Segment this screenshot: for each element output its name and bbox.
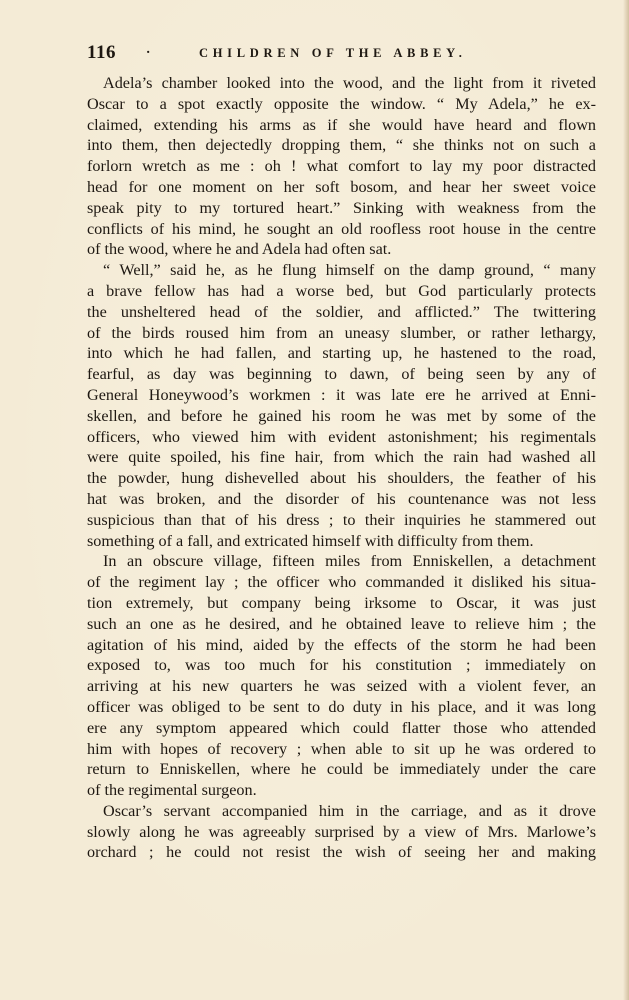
text-line: return to Enniskellen, where he could be immediately under the care <box>87 760 596 779</box>
text-line: the powder, hung dishevelled about his shoulders, the feather of his <box>87 469 596 488</box>
text-line: head for one moment on her soft bosom, and hear her sweet voice <box>87 177 596 196</box>
text-line: Adela’s chamber looked into the wood, and the light from it riveted <box>103 74 596 92</box>
page-edge-shadow <box>623 0 629 1000</box>
page-number: 116 <box>87 42 116 63</box>
text-line: Oscar’s servant accompanied him in the carriage, and as it drove <box>103 801 596 820</box>
text-line: were quite spoiled, his fine hair, from which the rain had washed all <box>87 448 596 467</box>
text-line: In an obscure village, fifteen miles from Enniskellen, a detachment <box>103 552 596 571</box>
text-line: a brave fellow has had a worse bed, but God particularly protects <box>87 281 596 300</box>
text-line: into which he had fallen, and starting up, he hastened to the road, <box>87 344 596 363</box>
text-line: him with hopes of recovery ; when able to sit up he was ordered to <box>87 739 596 758</box>
text-line: slowly along he was agreeably surprised by a view of Mrs. Marlowe’s <box>87 822 596 841</box>
text-line: something of a fall, and extricated himself with difficulty from them. <box>87 531 534 550</box>
text-line: into them, then dejectedly dropping them, “ she thinks not on such a <box>87 136 596 155</box>
text-line: Oscar to a spot exactly opposite the window. “ My Adela,” he ex- <box>87 94 596 113</box>
text-line: forlorn wretch as me : oh ! what comfort to lay my poor distracted <box>87 157 596 176</box>
header-separator: · <box>145 42 152 63</box>
text-line: conflicts of his mind, he sought an old roofless root house in the centre <box>87 219 596 238</box>
text-line: of the regiment lay ; the officer who commanded it disliked his situa- <box>87 573 596 592</box>
text-line: orchard ; he could not resist the wish of seeing her and making <box>87 843 596 862</box>
text-line: agitation of his mind, aided by the effects of the storm he had been <box>87 635 596 654</box>
text-line: skellen, and before he gained his room he was met by some of the <box>87 406 596 425</box>
text-line: speak pity to my tortured heart.” Sinking with weakness from the <box>87 198 596 217</box>
running-title: CHILDREN OF THE ABBEY. <box>199 46 467 60</box>
text-line: the unsheltered head of the soldier, and afflicted.” The twittering <box>87 302 596 321</box>
text-line: exposed to, was too much for his constitution ; immediately on <box>87 656 596 675</box>
text-line: arriving at his new quarters he was seized with a violent fever, an <box>87 677 596 696</box>
text-line: “ Well,” said he, as he flung himself on the damp ground, “ many <box>103 261 596 280</box>
text-line: officer was obliged to be sent to do duty in his place, and it was long <box>87 697 596 716</box>
text-line: General Honeywood’s workmen : it was late ere he arrived at Enni- <box>87 385 596 404</box>
body-text <box>87 73 596 863</box>
text-line: hat was broken, and the disorder of his countenance was not less <box>87 489 596 508</box>
text-line: of the wood, where he and Adela had often sat. <box>87 240 392 259</box>
text-line: such an one as he desired, and he obtained leave to relieve him ; the <box>87 614 596 633</box>
text-line: of the regimental surgeon. <box>87 781 257 800</box>
text-line: ere any symptom appeared which could flatter those who attended <box>87 718 596 737</box>
text-line: officers, who viewed him with evident astonishment; his regimentals <box>87 427 596 446</box>
text-line: claimed, extending his arms as if she would have heard and flown <box>87 115 596 134</box>
running-head <box>87 42 597 64</box>
text-line: of the birds roused him from an uneasy slumber, or rather lethargy, <box>87 323 596 342</box>
text-line: fearful, as day was beginning to dawn, of being seen by any of <box>87 365 596 384</box>
text-line: tion extremely, but company being irksome to Oscar, it was just <box>87 593 596 612</box>
text-line: suspicious than that of his dress ; to their inquiries he stammered out <box>87 510 596 529</box>
